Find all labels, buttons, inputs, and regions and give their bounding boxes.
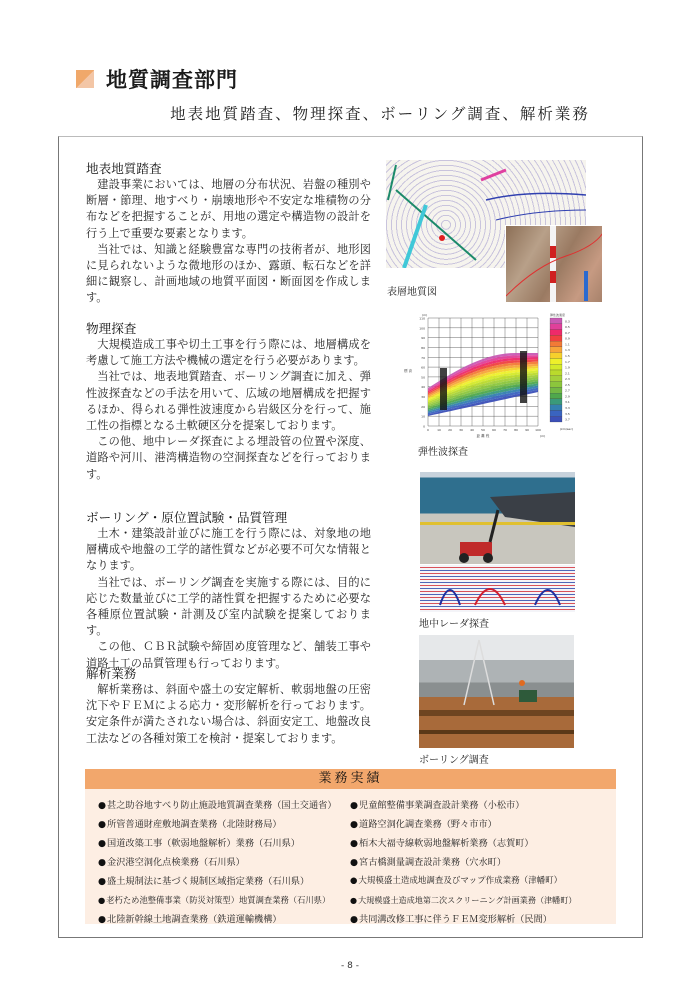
legend-label: 1.7 [565,359,570,364]
list-item: ● 所管普通財産敷地調査業務（北陸財務局） [98,815,350,834]
legend-swatch [550,330,562,336]
y-tick-label: 0 [423,424,425,429]
legend-label: 1.1 [565,342,570,347]
legend-swatch [550,347,562,353]
legend-swatch [550,382,562,388]
legend-label: 0.5 [565,325,570,330]
legend-swatch [550,370,562,376]
list-item: ● 北陸新幹線土地調査業務（鉄道運輸機構） [98,910,350,929]
section-paragraph: 当社では、知識と経験豊富な専門の技術者が、地形図に見られないような微地形のほか、露頭、転石などを詳細に観察し、計画地域の地質平面図・断面図を作成します。 [86,242,371,305]
x-tick-label: 60 [492,428,496,432]
y-tick-label: 40 [421,385,425,390]
legend-swatch [550,410,562,416]
seismic-profile-chart [400,310,600,442]
legend-swatch [550,341,562,347]
section-geophysical [86,320,371,483]
legend-label: 0.3 [565,319,570,324]
list-item: ● 金沢港空洞化点検業務（石川県） [98,853,350,872]
legend-swatch [550,376,562,382]
x-tick-label: 10 [437,428,441,432]
list-item: ● 国道改築工事（軟弱地盤解析）業務（石川県） [98,834,350,853]
legend-swatch [550,393,562,399]
y-tick-label: 10 [421,414,425,419]
legend-label: 3.1 [565,400,570,405]
y-tick-label: 30 [421,395,425,400]
x-tick-label: 80 [514,428,518,432]
legend-swatch [550,399,562,405]
section-heading: 物理探査 [86,321,137,336]
legend-title: 弾性波速度 [550,313,566,317]
achievements-list-left [98,796,350,929]
list-item: ● 道路空洞化調査業務（野々市市） [350,815,576,834]
seismic-svg [400,310,600,442]
list-item: ● 大規模盛土造成地第二次スクリーニング計画業務（津幡町） [350,891,576,910]
x-tick-label: 70 [503,428,507,432]
seismic-caption: 弾性波探査 [418,447,468,458]
list-item: ● 共同溝改修工事に伴うＦＥＭ変形解析（民間） [350,910,576,929]
boring-caption: ボーリング調査 [419,755,489,766]
legend-swatch [550,318,562,324]
borehole-mark [520,351,527,403]
y-tick-label: 110 [419,316,425,321]
list-item: ● 盛土規制法に基づく規制区域指定業務（石川県） [98,872,350,891]
legend-swatch [550,335,562,341]
achievements-box [85,769,616,924]
section-heading: ボーリング・原位置試験・品質管理 [86,510,288,525]
legend-label: 1.3 [565,348,570,353]
y-tick-label: 100 [419,326,425,331]
y-tick-label: 50 [421,375,425,380]
ground-radar-photo [420,472,575,564]
list-item: ● 老朽ため池整備事業（防災対策型）地質調査業務（石川県） [98,891,350,910]
legend-label: 3.7 [565,417,570,422]
legend-swatch [550,387,562,393]
radar-caption: 地中レーダ探査 [419,619,489,630]
y-unit: (m) [422,313,428,317]
x-tick-label: 100 [535,428,541,432]
radar-photo-overlay [420,472,575,564]
list-item: ● 児童館整備事業調査設計業務（小松市） [350,796,576,815]
legend-swatch [550,324,562,330]
y-tick-label: 70 [421,355,425,360]
x-tick-label: 40 [470,428,474,432]
page-number: - 8 - [341,961,359,971]
legend-swatch [550,358,562,364]
x-tick-label: 20 [448,428,452,432]
legend-swatch [550,353,562,359]
legend-label: 0.7 [565,330,570,335]
legend-swatch [550,416,562,422]
x-tick-label: 0 [427,428,429,432]
section-paragraph: この他、ＣＢＲ試験や締固め度管理など、舗装工事や道路土工の品質管理も行っております。 [86,640,371,670]
radar-hyperbolas [420,565,575,612]
section-paragraph: 土木・建築設計並びに施工を行う際には、対象地の地層構成や地盤の工学的諸性質などが必要不可欠な情報となります。 [86,527,371,573]
page-title: 地質調査部門 [106,68,238,92]
legend-label: 0.9 [565,336,570,341]
list-item: ● 栢木大福寺線軟弱地盤解析業務（志賀町） [350,834,576,853]
section-paragraph: 当社では、ボーリング調査を実施する際には、目的に応じた数量並びに工学的諸性質を把握するために必要な各種原位置試験・計測及び室内試験を提案しております。 [86,575,371,638]
section-paragraph: 大規模造成工事や切土工事を行う際には、地層構成を考慮して施工方法や機械の選定を行う必要があります。 [86,338,371,368]
section-paragraph: 建設事業においては、地層の分布状況、岩盤の種別や断層・節理、地すべり・崩壊地形や不安定な堆積物の分布などを把握することが、用地の選定や構造物の設計を行う上で重要な要素となります。 [86,178,371,240]
x-tick-label: 30 [459,428,463,432]
y-tick-label: 60 [421,365,425,370]
legend-label: 1.9 [565,365,570,370]
legend-label: 3.3 [565,406,570,410]
y-axis-label: 標 高 [404,369,413,373]
page-heading [76,64,238,94]
outcrop-overlay [506,226,603,303]
achievements-list-right [350,796,576,929]
x-unit: (m) [540,434,546,438]
legend-label: 2.3 [565,377,570,382]
legend-unit: (km/sec) [560,427,574,431]
page-subtitle: 地表地質踏査、物理探査、ボーリング調査、解析業務 [170,105,590,123]
section-paragraph: 当社では、地表地質踏査、ボーリング調査に加え、弾性波探査などの手法を用いて、広域の地層構成を把握するほか、得られる弾性波速度から岩級区分を行って、施工性の指標となる土軟硬区分を提案しております。 [86,370,371,433]
map-caption: 表層地質図 [387,287,437,298]
radar-profile-image [420,565,575,612]
borehole-mark [440,368,447,410]
x-tick-label: 50 [481,428,485,432]
section-paragraph: この他、地中レーダ探査による埋設管の位置や深度、道路や河川、港湾構造物の空洞探査などを行っております。 [86,435,371,481]
boring-photo-overlay [419,635,574,748]
list-item: ● 宮古橋測量調査設計業務（穴水町） [350,853,576,872]
legend-swatch [550,405,562,411]
list-item: ● 甚之助谷地すべり防止施設地質調査業務（国土交通省） [98,796,350,815]
legend-label: 2.9 [565,394,570,399]
y-tick-label: 80 [421,345,425,350]
section-boring [86,509,371,672]
heading-square-icon [76,70,94,88]
x-axis-label: 距 離 程 [476,434,490,438]
y-tick-label: 20 [421,404,425,409]
section-heading: 解析業務 [86,666,137,681]
outcrop-photo [505,225,603,303]
section-paragraph: 解析業務は、斜面や盛土の安定解析、軟弱地盤の圧密沈下やＦＥＭによる応力・変形解析を行っております。安定条件が満たされない場合は、斜面安定工、地盤改良工法などの各種対策工を検討・提案しております。 [86,683,371,745]
y-tick-label: 90 [421,336,425,341]
section-analysis [86,665,371,747]
legend-label: 2.5 [565,382,570,387]
x-tick-label: 90 [525,428,529,432]
legend-label: 1.5 [565,354,570,358]
section-heading: 地表地質踏査 [86,161,162,176]
achievements-heading: 業務実績 [85,769,616,789]
boring-survey-photo [419,635,574,748]
legend-swatch [550,364,562,370]
legend-label: 2.1 [565,371,570,376]
legend-label: 3.5 [565,411,570,416]
section-surface-survey [86,160,371,307]
legend-label: 2.7 [565,388,570,393]
list-item: ● 大規模盛土造成地調査及びマップ作成業務（津幡町） [350,872,576,891]
